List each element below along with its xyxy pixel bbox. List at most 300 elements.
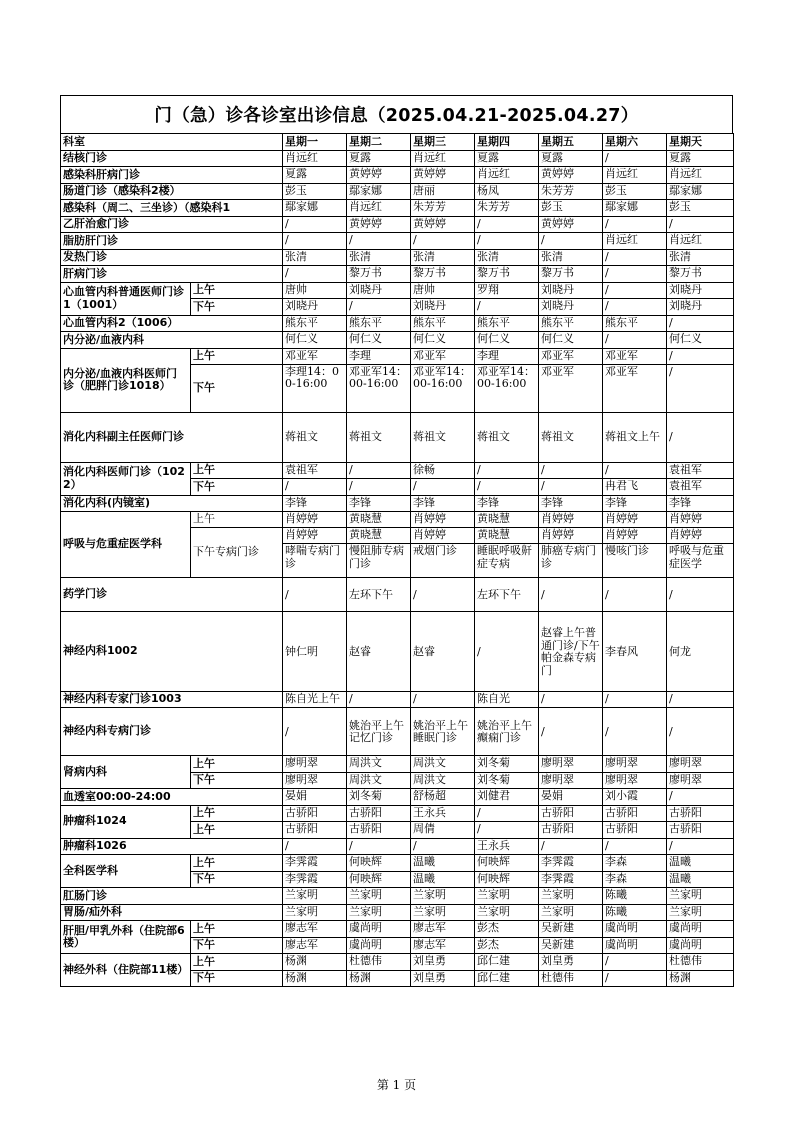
- dept-cell: 全科医学科: [61, 855, 191, 888]
- schedule-cell: 虞尚明: [667, 937, 734, 954]
- table-row: [61, 462, 734, 479]
- schedule-cell: 肖婷婷: [603, 512, 667, 528]
- schedule-cell: 蒋祖文: [283, 412, 347, 462]
- schedule-cell: 何仁义: [283, 332, 347, 349]
- table-row: [61, 805, 734, 822]
- header-row: [61, 134, 734, 151]
- schedule-cell: 熊东平: [283, 315, 347, 332]
- schedule-cell: 杜德伟: [539, 970, 603, 987]
- schedule-cell: /: [667, 364, 734, 412]
- schedule-cell: 李理14：00-16:00: [283, 364, 347, 412]
- dept-cell: 肝胆/甲乳外科（住院部6楼）: [61, 921, 191, 954]
- schedule-cell: 肖远红: [667, 167, 734, 184]
- schedule-cell: 冉君飞: [603, 479, 667, 496]
- session-label: 下午: [191, 937, 283, 954]
- schedule-cell: 虞尚明: [603, 921, 667, 938]
- schedule-cell: 周洪文: [347, 772, 411, 789]
- schedule-cell: 肖婷婷: [539, 528, 603, 544]
- schedule-cell: 刘皇勇: [411, 970, 475, 987]
- schedule-cell: 彭玉: [539, 200, 603, 217]
- schedule-cell: 廖明翠: [539, 772, 603, 789]
- schedule-cell: 钟仁明: [283, 612, 347, 692]
- schedule-cell: 周洪文: [411, 756, 475, 773]
- table-row: [61, 954, 734, 971]
- schedule-cell: 古骄阳: [667, 805, 734, 822]
- schedule-cell: 兰家明: [347, 904, 411, 921]
- schedule-cell: /: [283, 266, 347, 283]
- schedule-cell: /: [283, 708, 347, 756]
- schedule-cell: /: [539, 692, 603, 708]
- schedule-cell: 刘晓丹: [667, 299, 734, 316]
- schedule-cell: 陈自光上午: [283, 692, 347, 708]
- schedule-cell: 赵睿: [411, 612, 475, 692]
- schedule-cell: 李锋: [411, 495, 475, 512]
- session-label: 上午: [191, 954, 283, 971]
- schedule-cell: /: [603, 838, 667, 855]
- dept-cell: 消化内科副主任医师门诊: [61, 412, 283, 462]
- schedule-cell: 肖远红: [347, 200, 411, 217]
- schedule-cell: /: [539, 838, 603, 855]
- session-label: 下午: [191, 772, 283, 789]
- schedule-cell: 廖志军: [283, 937, 347, 954]
- header-day: 星期五: [539, 134, 603, 151]
- schedule-cell: 蒋祖文: [411, 412, 475, 462]
- dept-cell: 神经外科（住院部11楼）: [61, 954, 191, 987]
- schedule-cell: 慢阻肺专病门诊: [347, 544, 411, 578]
- schedule-cell: /: [539, 479, 603, 496]
- page-title: 门（急）诊各诊室出诊信息（2025.04.21-2025.04.27）: [60, 95, 733, 133]
- schedule-cell: 邓亚军: [539, 364, 603, 412]
- schedule-cell: 李理: [347, 348, 411, 364]
- schedule-cell: 周倩: [411, 822, 475, 839]
- schedule-cell: 廖明翠: [667, 772, 734, 789]
- schedule-cell: 肖远红: [475, 167, 539, 184]
- table-row: [61, 838, 734, 855]
- schedule-cell: 古骄阳: [283, 822, 347, 839]
- session-label: 上午: [191, 822, 283, 839]
- schedule-cell: 张清: [411, 249, 475, 266]
- schedule-cell: 李霁霞: [283, 871, 347, 888]
- dept-cell: 心血管内科2（1006）: [61, 315, 283, 332]
- schedule-cell: 黄晓慧: [347, 528, 411, 544]
- session-label: 上午: [191, 921, 283, 938]
- schedule-cell: 邓亚军: [283, 348, 347, 364]
- schedule-cell: 熊东平: [603, 315, 667, 332]
- session-label: 上午: [191, 756, 283, 773]
- schedule-cell: 张清: [347, 249, 411, 266]
- schedule-cell: 彭玉: [283, 183, 347, 200]
- schedule-cell: 邓亚军: [603, 348, 667, 364]
- schedule-cell: 古骄阳: [283, 805, 347, 822]
- session-label: 上午: [191, 462, 283, 479]
- schedule-cell: 夏露: [475, 150, 539, 167]
- schedule-cell: 周洪文: [347, 756, 411, 773]
- schedule-cell: /: [283, 216, 347, 233]
- schedule-cell: 吴新建: [539, 937, 603, 954]
- schedule-cell: 姚治平上午癫痫门诊: [475, 708, 539, 756]
- schedule-cell: 黄晓慧: [475, 528, 539, 544]
- schedule-cell: 刘晓丹: [411, 299, 475, 316]
- schedule-cell: 温曦: [667, 871, 734, 888]
- header-day: 星期天: [667, 134, 734, 151]
- schedule-cell: 哮喘专病门诊: [283, 544, 347, 578]
- schedule-cell: 邓亚军14：00-16:00: [475, 364, 539, 412]
- schedule-cell: /: [283, 233, 347, 250]
- schedule-cell: 何映辉: [475, 871, 539, 888]
- schedule-cell: 姚治平上午记忆门诊: [347, 708, 411, 756]
- schedule-cell: 蒋祖文: [539, 412, 603, 462]
- schedule-cell: 黄婷婷: [539, 216, 603, 233]
- schedule-cell: /: [667, 348, 734, 364]
- schedule-cell: 黎万书: [411, 266, 475, 283]
- schedule-cell: /: [667, 216, 734, 233]
- schedule-cell: 陈曦: [603, 904, 667, 921]
- schedule-cell: 黄婷婷: [347, 167, 411, 184]
- schedule-cell: /: [667, 315, 734, 332]
- schedule-cell: 古骄阳: [603, 805, 667, 822]
- schedule-cell: 古骄阳: [603, 822, 667, 839]
- schedule-cell: 刘小霞: [603, 789, 667, 806]
- schedule-cell: 陈曦: [603, 888, 667, 905]
- schedule-cell: 肖婷婷: [283, 512, 347, 528]
- schedule-cell: 舒杨超: [411, 789, 475, 806]
- schedule-cell: 黎万书: [539, 266, 603, 283]
- schedule-cell: 吴新建: [539, 921, 603, 938]
- schedule-cell: 李锋: [539, 495, 603, 512]
- dept-cell: 结核门诊: [61, 150, 283, 167]
- schedule-cell: 唐帅: [283, 282, 347, 299]
- schedule-cell: /: [667, 578, 734, 612]
- dept-cell: 神经内科1002: [61, 612, 283, 692]
- schedule-cell: 赵睿: [347, 612, 411, 692]
- schedule-cell: 姚治平上午睡眠门诊: [411, 708, 475, 756]
- schedule-cell: /: [411, 233, 475, 250]
- schedule-cell: 古骄阳: [347, 822, 411, 839]
- schedule-cell: /: [475, 479, 539, 496]
- schedule-cell: 黄婷婷: [539, 167, 603, 184]
- schedule-cell: 夏露: [539, 150, 603, 167]
- schedule-cell: 肖远红: [283, 150, 347, 167]
- schedule-cell: 肖远红: [603, 167, 667, 184]
- schedule-cell: 兰家明: [475, 888, 539, 905]
- schedule-cell: 鄢家娜: [347, 183, 411, 200]
- session-label: 下午: [191, 970, 283, 987]
- schedule-cell: 黄婷婷: [347, 216, 411, 233]
- schedule-cell: 兰家明: [475, 904, 539, 921]
- schedule-cell: 温曦: [667, 855, 734, 872]
- schedule-cell: 晏娟: [539, 789, 603, 806]
- schedule-cell: 彭杰: [475, 921, 539, 938]
- schedule-cell: 古骄阳: [539, 805, 603, 822]
- table-row: [61, 167, 734, 184]
- schedule-cell: /: [603, 150, 667, 167]
- dept-cell: 肿瘤科1024: [61, 805, 191, 838]
- schedule-cell: 古骄阳: [539, 822, 603, 839]
- schedule-cell: 肖婷婷: [603, 528, 667, 544]
- schedule-cell: 古骄阳: [347, 805, 411, 822]
- schedule-cell: 虞尚明: [667, 921, 734, 938]
- schedule-cell: /: [347, 462, 411, 479]
- table-row: [61, 266, 734, 283]
- schedule-cell: 邓亚军: [603, 364, 667, 412]
- table-row: [61, 512, 734, 528]
- schedule-cell: /: [603, 299, 667, 316]
- schedule-cell: 黄婷婷: [411, 167, 475, 184]
- schedule-cell: 熊东平: [475, 315, 539, 332]
- schedule-cell: 肖婷婷: [411, 512, 475, 528]
- header-day: 星期六: [603, 134, 667, 151]
- schedule-cell: 兰家明: [539, 904, 603, 921]
- schedule-cell: 刘健君: [475, 789, 539, 806]
- schedule-cell: 陈自光: [475, 692, 539, 708]
- schedule-cell: /: [603, 692, 667, 708]
- dept-cell: 肿瘤科1026: [61, 838, 283, 855]
- schedule-cell: 朱芳芳: [411, 200, 475, 217]
- schedule-cell: 王永兵: [475, 838, 539, 855]
- table-row: [61, 282, 734, 299]
- dept-cell: 心血管内科普通医师门诊1（1001）: [61, 282, 191, 315]
- schedule-cell: 朱芳芳: [475, 200, 539, 217]
- schedule-cell: 兰家明: [283, 904, 347, 921]
- schedule-cell: /: [475, 805, 539, 822]
- session-label: 上午: [191, 282, 283, 299]
- schedule-cell: /: [475, 612, 539, 692]
- schedule-cell: 蒋祖文: [347, 412, 411, 462]
- schedule-cell: 左环下午: [347, 578, 411, 612]
- schedule-cell: /: [603, 332, 667, 349]
- dept-cell: 消化内科(内镜室): [61, 495, 283, 512]
- schedule-cell: /: [475, 462, 539, 479]
- schedule-cell: 肖婷婷: [411, 528, 475, 544]
- schedule-cell: 廖明翠: [283, 756, 347, 773]
- schedule-cell: 肖婷婷: [667, 528, 734, 544]
- schedule-cell: 廖明翠: [283, 772, 347, 789]
- schedule-cell: 刘冬菊: [475, 756, 539, 773]
- table-row: [61, 756, 734, 773]
- schedule-cell: /: [411, 479, 475, 496]
- schedule-cell: /: [539, 708, 603, 756]
- schedule-cell: /: [667, 708, 734, 756]
- schedule-cell: 夏露: [283, 167, 347, 184]
- schedule-cell: 兰家明: [283, 888, 347, 905]
- table-row: [61, 332, 734, 349]
- schedule-cell: 何仁义: [667, 332, 734, 349]
- schedule-cell: /: [667, 838, 734, 855]
- schedule-cell: 彭玉: [667, 200, 734, 217]
- schedule-cell: 唐帅: [411, 282, 475, 299]
- schedule-cell: 袁祖军: [283, 462, 347, 479]
- table-row: [61, 708, 734, 756]
- schedule-cell: 何仁义: [411, 332, 475, 349]
- schedule-cell: 何龙: [667, 612, 734, 692]
- dept-cell: 乙肝治愈门诊: [61, 216, 283, 233]
- schedule-cell: 张清: [283, 249, 347, 266]
- schedule-cell: 李春风: [603, 612, 667, 692]
- schedule-cell: 刘晓丹: [283, 299, 347, 316]
- dept-cell: 胃肠/疝外科: [61, 904, 283, 921]
- table-row: [61, 216, 734, 233]
- schedule-cell: /: [603, 954, 667, 971]
- schedule-cell: 邱仁建: [475, 954, 539, 971]
- schedule-cell: 虞尚明: [347, 921, 411, 938]
- schedule-cell: 王永兵: [411, 805, 475, 822]
- schedule-cell: 肖婷婷: [667, 512, 734, 528]
- schedule-cell: 刘晓丹: [347, 282, 411, 299]
- dept-cell: 神经内科专病门诊: [61, 708, 283, 756]
- schedule-cell: 兰家明: [411, 888, 475, 905]
- table-row: [61, 233, 734, 250]
- table-row: [61, 183, 734, 200]
- schedule-cell: 彭玉: [603, 183, 667, 200]
- schedule-cell: 睡眠呼吸鼾症专病: [475, 544, 539, 578]
- schedule-cell: 张清: [667, 249, 734, 266]
- schedule-cell: 徐畅: [411, 462, 475, 479]
- header-day: 星期三: [411, 134, 475, 151]
- schedule-cell: 黎万书: [347, 266, 411, 283]
- schedule-cell: /: [539, 462, 603, 479]
- schedule-sheet: [60, 95, 733, 987]
- schedule-cell: 蒋祖文: [475, 412, 539, 462]
- schedule-cell: 廖明翠: [539, 756, 603, 773]
- schedule-cell: 李锋: [667, 495, 734, 512]
- table-row: [61, 200, 734, 217]
- schedule-cell: 兰家明: [667, 904, 734, 921]
- schedule-cell: 晏娟: [283, 789, 347, 806]
- schedule-cell: 古骄阳: [667, 822, 734, 839]
- schedule-cell: 唐丽: [411, 183, 475, 200]
- schedule-cell: 邓亚军: [539, 348, 603, 364]
- dept-cell: 脂肪肝门诊: [61, 233, 283, 250]
- schedule-cell: 刘晓丹: [539, 299, 603, 316]
- schedule-cell: 张清: [539, 249, 603, 266]
- schedule-cell: 杜德伟: [347, 954, 411, 971]
- schedule-cell: 呼吸与危重症医学: [667, 544, 734, 578]
- schedule-cell: /: [603, 578, 667, 612]
- session-label: 下午: [191, 871, 283, 888]
- schedule-cell: 肖婷婷: [283, 528, 347, 544]
- session-label: 下午: [191, 364, 283, 412]
- dept-cell: 消化内科医师门诊（1022）: [61, 462, 191, 495]
- dept-cell: 感染科肝病门诊: [61, 167, 283, 184]
- schedule-cell: 何仁义: [539, 332, 603, 349]
- schedule-cell: 李森: [603, 871, 667, 888]
- schedule-cell: 鄢家娜: [603, 200, 667, 217]
- schedule-cell: /: [539, 233, 603, 250]
- table-row: [61, 315, 734, 332]
- schedule-cell: 李锋: [475, 495, 539, 512]
- schedule-cell: 夏露: [667, 150, 734, 167]
- schedule-cell: 刘皇勇: [411, 954, 475, 971]
- schedule-cell: /: [347, 299, 411, 316]
- table-row: [61, 612, 734, 692]
- table-row: [61, 150, 734, 167]
- schedule-cell: /: [539, 578, 603, 612]
- schedule-cell: 廖志军: [411, 921, 475, 938]
- schedule-cell: /: [411, 838, 475, 855]
- schedule-cell: 杜德伟: [667, 954, 734, 971]
- schedule-cell: /: [475, 233, 539, 250]
- session-label: 下午: [191, 479, 283, 496]
- schedule-cell: 罗翔: [475, 282, 539, 299]
- schedule-cell: /: [667, 692, 734, 708]
- schedule-cell: /: [283, 838, 347, 855]
- schedule-cell: 李锋: [283, 495, 347, 512]
- schedule-cell: 李森: [603, 855, 667, 872]
- schedule-cell: /: [667, 412, 734, 462]
- table-row: [61, 789, 734, 806]
- dept-cell: 肝病门诊: [61, 266, 283, 283]
- dept-cell: 肛肠门诊: [61, 888, 283, 905]
- schedule-cell: 刘晓丹: [539, 282, 603, 299]
- schedule-cell: /: [411, 578, 475, 612]
- dept-cell: 内分泌/血液内科: [61, 332, 283, 349]
- table-row: [61, 578, 734, 612]
- schedule-cell: /: [603, 216, 667, 233]
- header-day: 星期一: [283, 134, 347, 151]
- table-row: [61, 855, 734, 872]
- schedule-cell: /: [475, 216, 539, 233]
- schedule-cell: 李霁霞: [539, 871, 603, 888]
- table-row: [61, 412, 734, 462]
- schedule-cell: 刘冬菊: [475, 772, 539, 789]
- schedule-cell: 熊东平: [539, 315, 603, 332]
- schedule-cell: 肖婷婷: [539, 512, 603, 528]
- schedule-cell: 张清: [475, 249, 539, 266]
- schedule-cell: 黄晓慧: [347, 512, 411, 528]
- schedule-cell: 夏露: [347, 150, 411, 167]
- schedule-cell: 邓亚军14：00-16:00: [347, 364, 411, 412]
- schedule-cell: 兰家明: [411, 904, 475, 921]
- schedule-cell: 熊东平: [347, 315, 411, 332]
- schedule-cell: 黎万书: [667, 266, 734, 283]
- schedule-cell: 袁祖军: [667, 479, 734, 496]
- dept-cell: 呼吸与危重症医学科: [61, 512, 191, 578]
- header-day: 星期四: [475, 134, 539, 151]
- schedule-cell: 虞尚明: [603, 937, 667, 954]
- schedule-cell: 杨渊: [347, 970, 411, 987]
- schedule-cell: 温曦: [411, 855, 475, 872]
- schedule-cell: /: [603, 249, 667, 266]
- dept-cell: 内分泌/血液内科医师门诊（肥胖门诊1018）: [61, 348, 191, 412]
- schedule-cell: 兰家明: [667, 888, 734, 905]
- schedule-cell: /: [347, 479, 411, 496]
- table-row: [61, 904, 734, 921]
- schedule-cell: 刘晓丹: [667, 282, 734, 299]
- schedule-cell: 何映辉: [347, 871, 411, 888]
- dept-cell: 发热门诊: [61, 249, 283, 266]
- schedule-cell: 杨渊: [667, 970, 734, 987]
- schedule-cell: /: [603, 970, 667, 987]
- schedule-cell: 鄢家娜: [283, 200, 347, 217]
- schedule-cell: 刘冬菊: [347, 789, 411, 806]
- session-label: 上午: [191, 805, 283, 822]
- schedule-cell: 李霁霞: [283, 855, 347, 872]
- schedule-cell: 杨渊: [283, 970, 347, 987]
- schedule-cell: 邱仁建: [475, 970, 539, 987]
- schedule-cell: 肖远红: [603, 233, 667, 250]
- schedule-cell: 何映辉: [347, 855, 411, 872]
- schedule-cell: 兰家明: [347, 888, 411, 905]
- session-label: 上午: [191, 348, 283, 364]
- schedule-cell: 杨渊: [283, 954, 347, 971]
- table-row: [61, 921, 734, 938]
- schedule-cell: 黄晓慧: [475, 512, 539, 528]
- schedule-cell: 何仁义: [475, 332, 539, 349]
- schedule-cell: 李锋: [347, 495, 411, 512]
- session-label: 下午专病门诊: [191, 528, 283, 578]
- table-row: [61, 888, 734, 905]
- schedule-cell: 蒋祖文上午: [603, 412, 667, 462]
